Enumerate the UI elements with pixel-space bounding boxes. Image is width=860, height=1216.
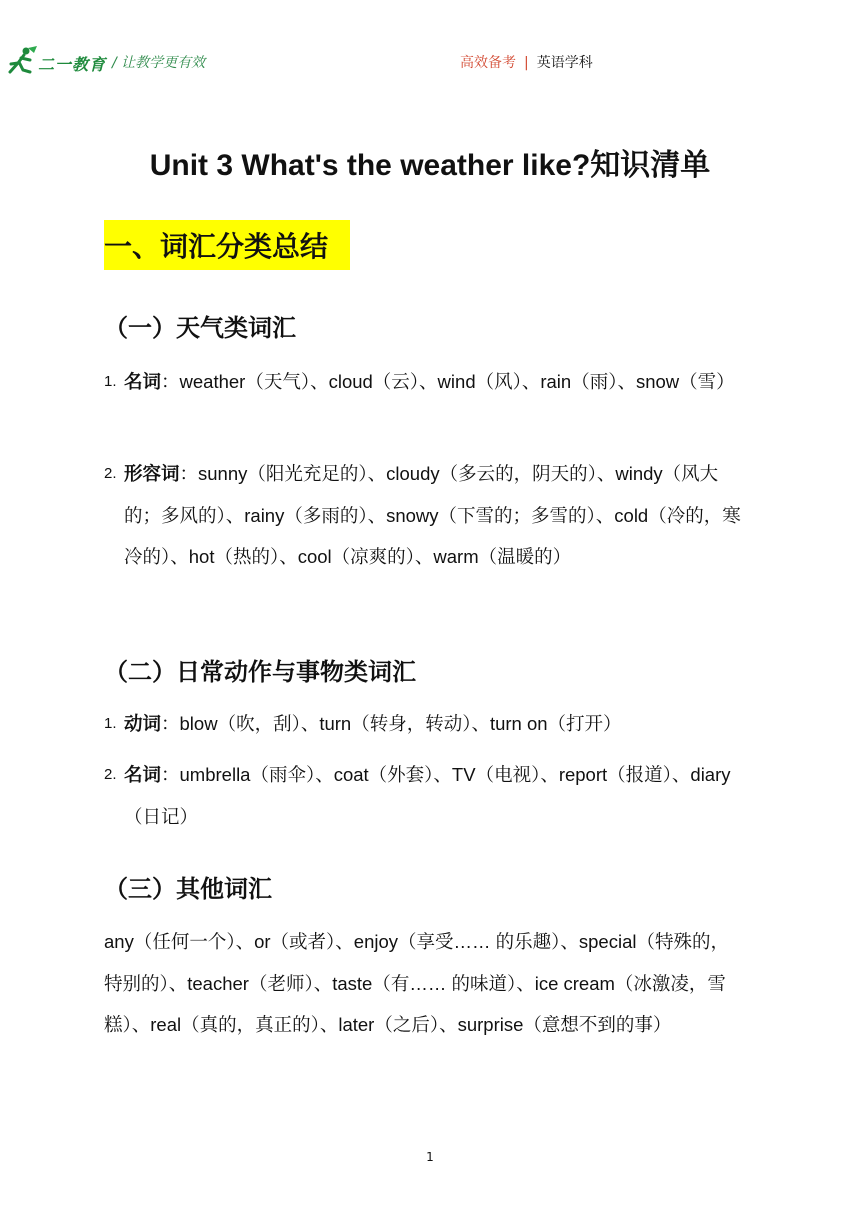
- item-label: 形容词: [124, 463, 180, 484]
- runner-logo-icon: [4, 46, 38, 76]
- list-item: [104, 703, 744, 745]
- list-number: 1.: [104, 715, 117, 732]
- header-exam-label: 高效备考: [460, 55, 516, 71]
- brand-name: 二一教育: [38, 55, 107, 74]
- brand-slogan: / 让教学更有效: [112, 55, 206, 71]
- page-header: [0, 40, 860, 84]
- subsection-heading-other: （三）其他词汇: [104, 875, 272, 903]
- header-right: [460, 52, 593, 72]
- item-text: ：blow（吹，刮）、turn（转身，转动）、turn on（打开）: [161, 713, 622, 734]
- list-item: [104, 453, 744, 578]
- item-text: ：umbrella（雨伞）、coat（外套）、TV（电视）、report（报道）、diary（日记）: [124, 764, 731, 827]
- item-label: 动词: [124, 713, 162, 734]
- page-number: 1: [426, 1150, 434, 1164]
- item-label: 名词: [124, 764, 162, 785]
- other-vocab-paragraph: any（任何一个）、or（或者）、enjoy（享受…… 的乐趣）、special（特殊的，特别的）、teacher（老师）、taste（有…… 的味道）、ice cream（冰激凌，雪糕）、real（真的，真正的）、later（之后）、surprise（意想不到的事）: [104, 931, 729, 1035]
- header-divider: |: [524, 55, 529, 71]
- list-number: 2.: [104, 766, 117, 783]
- list-item: [104, 361, 744, 403]
- item-label: 名词: [124, 371, 162, 392]
- header-subject: 英语学科: [536, 55, 593, 71]
- list-number: 1.: [104, 373, 117, 390]
- item-text: ：sunny（阳光充足的）、cloudy（多云的，阴天的）、windy（风大的；多风的）、rainy（多雨的）、snowy（下雪的；多雪的）、cold（冷的，寒冷的）、hot（热的）、cool（凉爽的）、warm（温暖的）: [124, 463, 741, 567]
- list-number: 2.: [104, 465, 117, 482]
- item-text: ：weather（天气）、cloud（云）、wind（风）、rain（雨）、snow（雪）: [161, 371, 735, 392]
- section-heading: 一、词汇分类总结: [104, 230, 329, 263]
- subsection-heading-actions: （二）日常动作与事物类词汇: [104, 658, 416, 686]
- subsection-heading-weather: （一）天气类词汇: [104, 314, 296, 342]
- list-item: [104, 754, 744, 837]
- document-title: Unit 3 What's the weather like?知识清单: [149, 149, 711, 182]
